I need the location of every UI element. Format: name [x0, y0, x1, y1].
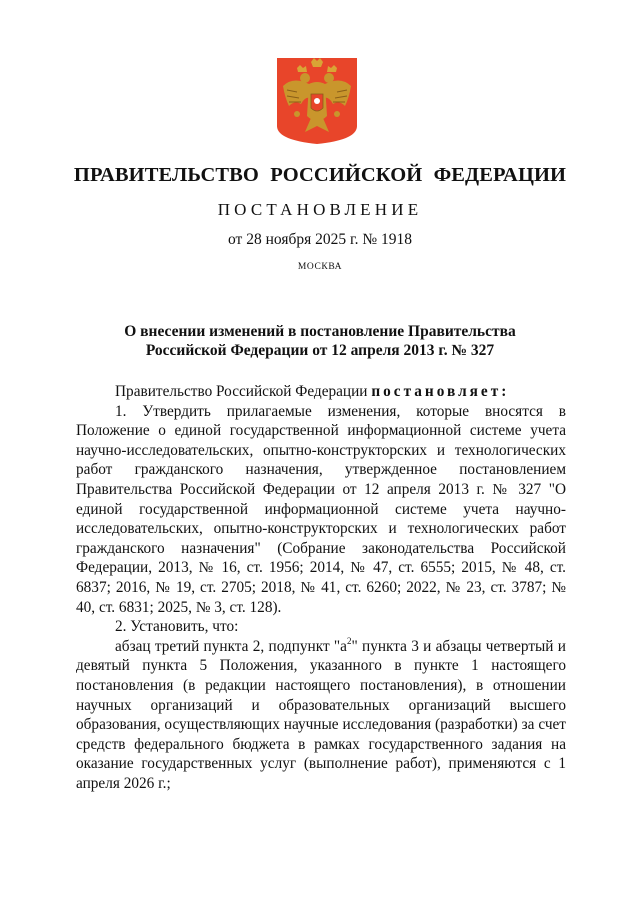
subject-line-2: Российской Федерации от 12 апреля 2013 г. № 327	[145, 342, 495, 359]
document-subject	[60, 322, 580, 360]
document-type: ПОСТАНОВЛЕНИЕ	[217, 200, 423, 219]
intro-verb: постановляет:	[371, 383, 510, 400]
government-title: ПРАВИТЕЛЬСТВО РОССИЙСКОЙ ФЕДЕРАЦИИ	[73, 164, 567, 186]
intro-text: Правительство Российской Федерации	[115, 383, 372, 400]
superscript-2: 2	[346, 635, 352, 646]
subject-line-1: О внесении изменений в постановление Правительства	[124, 323, 516, 340]
russian-coat-of-arms-icon	[275, 56, 359, 146]
subparagraph-text-start: абзац третий пункта 2, подпункт "а	[115, 637, 347, 655]
intro-paragraph	[76, 382, 566, 402]
document-body	[76, 382, 566, 793]
item-1-paragraph: 1. Утвердить прилагаемые изменения, которые вносятся в Положение о единой государственной информационной системе учета научно-исследовательских, опытно-конструкторских и технологических работ гражданского назначения, утвержденное постановлением Правительства Российской Федерации от 12 апреля 2013 г. № 327 "О единой государственной информационной системе учета научно-исследовательских, опытно-конструкторских и технологических работ гражданского назначения" (Собрание законодательства Российской Федерации, 2013, № 16, ст. 1956; 2014, № 47, ст. 6555; 2015, № 48, ст. 6837; 2016, № 19, ст. 2705; 2018, № 41, ст. 6260; 2022, № 23, ст. 3787; № 40, ст. 6831; 2025, № 3, ст. 128).	[76, 402, 566, 616]
document-date-number: от 28 ноября 2025 г. № 1918	[228, 231, 412, 248]
subparagraph-text-end: " пункта 3 и абзацы четвертый и девятый пункта 5 Положения, указанного в пункте 1 настоящего постановления (в редакции настоящего постановления), в отношении научных организаций и образовательных организаций высшего образования, осуществляющих научные исследования (разработки) за счет средств федерального бюджета в рамках государственного задания на оказание государственных услуг (выполнение работ), применяются с 1 апреля 2026 г.;	[76, 637, 566, 792]
item-2-paragraph: 2. Установить, что:	[115, 618, 239, 636]
document-city: МОСКВА	[297, 262, 343, 272]
item-2-subparagraph	[76, 637, 566, 794]
